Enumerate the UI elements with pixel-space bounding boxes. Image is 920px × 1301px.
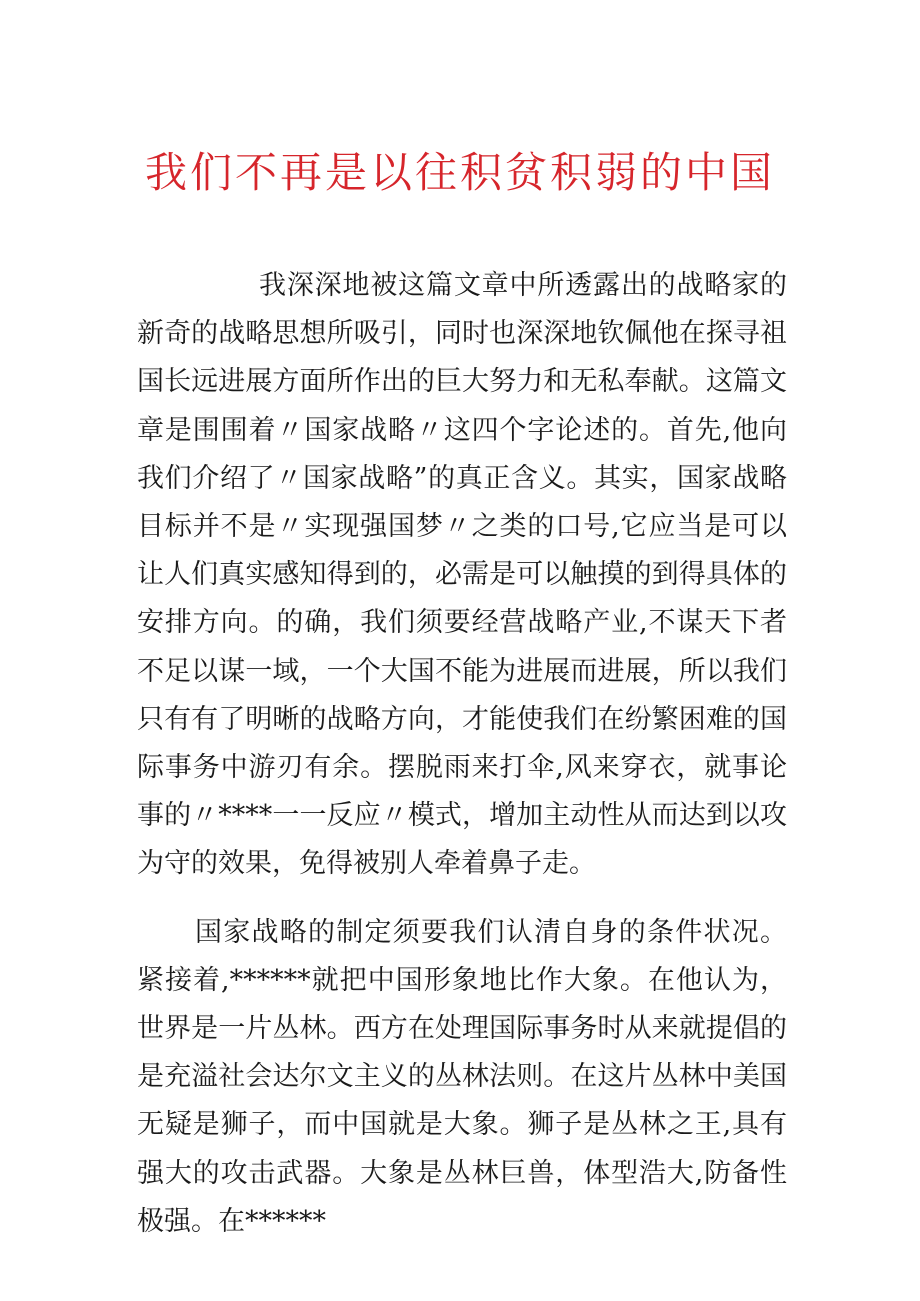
- document-title: 我们不再是以往积贫积弱的中国: [144, 148, 775, 197]
- document-body: [137, 262, 787, 1246]
- paragraph-2: 国家战略的制定须要我们认清自身的条件状况。紧接着,******就把中国形象地比作大象。在他认为，世界是一片丛林。西方在处理国际事务时从来就提倡的是充溢社会达尔文主义的丛林法则。在这片丛林中美国无疑是狮子，而中国就是大象。狮子是丛林之王,具有强大的攻击武器。大象是丛林巨兽，体型浩大,防备性极强。在******: [137, 916, 787, 1237]
- paragraph-1: 我深深地被这篇文章中所透露出的战略家的新奇的战略思想所吸引，同时也深深地钦佩他在探寻祖国长远进展方面所作出的巨大努力和无私奉献。这篇文章是围围着〃国家战略〃这四个字论述的。首先,他向我们介绍了〃国家战略”的真正含义。其实，国家战略目标并不是〃实现强国梦〃之类的口号,它应当是可以让人们真实感知得到的，必需是可以触摸的到得具体的安排方向。的确，我们须要经营战略产业,不谋天下者不足以谋一域，一个大国不能为进展而进展，所以我们只有有了明晰的战略方向，才能使我们在纷繁困难的国际事务中游刃有余。摆脱雨来打伞,风来穿衣，就事论事的〃****一一反应〃模式，增加主动性从而达到以攻为守的效果，免得被别人牵着鼻子走。: [137, 270, 787, 880]
